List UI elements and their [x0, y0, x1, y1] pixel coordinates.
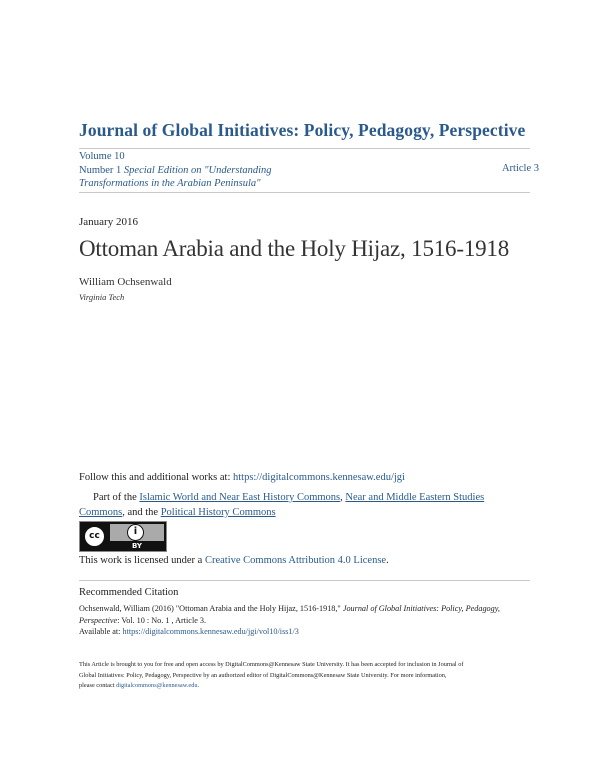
- footer-notice: This Article is brought to you for free and open access by DigitalCommons@Kennesaw State University. It has been accepted for inclusion in Journal of Global Initiatives: Policy, Pedagogy, Perspective by an authorized editor of DigitalCommons@Kennesaw State University. For more information, please contact digitalcommons@kennesaw.edu.: [79, 661, 464, 689]
- recommended-citation-heading: Recommended Citation: [79, 587, 179, 598]
- author-affiliation: Virginia Tech: [79, 292, 125, 302]
- follow-line: [79, 472, 405, 483]
- citation-text: Ochsenwald, William (2016) "Ottoman Arabia and the Holy Hijaz, 1516-1918," Journal of Global Initiatives: Policy, Pedagogy, Perspective: Vol. 10 : No. 1 , Article 3. Available at: https://digitalcommons.kennesaw.edu/jgi/vol10/iss1/3: [79, 604, 500, 636]
- near-middle-eastern-commons-link[interactable]: Near and Middle Eastern Studies: [345, 492, 485, 503]
- article-title: Ottoman Arabia and the Holy Hijaz, 1516-1918: [79, 236, 510, 261]
- issue-special-line1: Special Edition on "Understanding: [123, 164, 272, 176]
- author-name: William Ochsenwald: [79, 276, 172, 288]
- political-history-commons-link[interactable]: Political History Commons: [160, 507, 276, 518]
- follow-url-link[interactable]: https://digitalcommons.kennesaw.edu/jgi: [233, 472, 405, 483]
- by-label: BY: [131, 542, 143, 550]
- license-link[interactable]: Creative Commons Attribution 4.0 License: [204, 555, 387, 566]
- header-rule-top: [79, 148, 530, 149]
- license-line: This work is licensed under a Creative Commons Attribution 4.0 License.: [79, 555, 389, 566]
- publication-date: January 2016: [79, 216, 138, 228]
- follow-prefix: Follow this and additional works at:: [79, 472, 233, 483]
- cc-icon: cc: [83, 525, 106, 548]
- header-rule-bottom: [79, 192, 530, 193]
- contact-email-link[interactable]: digitalcommons@kennesaw.edu: [116, 682, 198, 689]
- islamic-world-commons-link[interactable]: Islamic World and Near East History Commons: [139, 492, 341, 503]
- article-number[interactable]: Article 3: [501, 163, 539, 174]
- journal-title[interactable]: Journal of Global Initiatives: Policy, Pedagogy, Perspective: [79, 120, 526, 140]
- issue-number: Number 1: [79, 164, 124, 176]
- cc-by-badge[interactable]: [79, 521, 167, 552]
- issue-special-line2[interactable]: Transformations in the Arabian Peninsula": [79, 178, 261, 189]
- part-of-block: Part of the Islamic World and Near East History Commons, Near and Middle Eastern Studies Commons, and the Political History Commons: [79, 492, 485, 518]
- citation-url-link[interactable]: https://digitalcommons.kennesaw.edu/jgi/vol10/iss1/3: [122, 627, 299, 636]
- near-middle-eastern-commons-link-cont[interactable]: Commons: [79, 507, 123, 518]
- volume-block: [79, 150, 379, 191]
- volume-link[interactable]: Volume 10: [79, 151, 125, 162]
- issue-link[interactable]: [79, 164, 379, 178]
- citation-rule: [79, 580, 530, 581]
- part-of-prefix: Part of the: [93, 492, 140, 503]
- attribution-person-icon: i: [127, 524, 144, 541]
